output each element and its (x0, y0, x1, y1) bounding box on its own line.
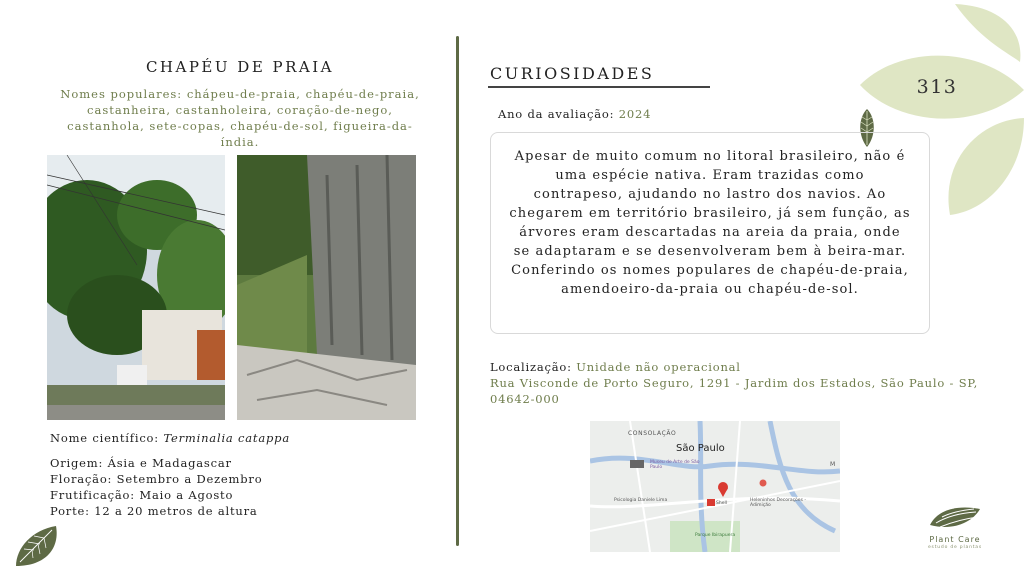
scientific-name (50, 431, 290, 445)
species-title: CHAPÉU DE PRAIA (145, 58, 335, 76)
fruiting: Frutificação: Maio a Agosto (50, 488, 234, 502)
leaf-icon-bottom (12, 522, 60, 570)
map-label-museum: Museu de Arte de São Paulo (650, 460, 700, 470)
map-district: CONSOLAÇÃO (628, 430, 677, 437)
popular-names-value: chápeu-de-praia, chapéu-de-praia, castanheira, castanholeira, coração-de-nego, castanhola, sete-copas, chapéu-de-sol, figueira-da-índia. (67, 87, 420, 149)
evaluation-year-label: Ano da avaliação: (498, 107, 615, 121)
popular-names (50, 86, 430, 150)
curiosities-title: CURIOSIDADES (490, 64, 655, 83)
trunk-photo (237, 155, 416, 420)
location-line (490, 359, 980, 375)
location (490, 359, 980, 407)
title-underline (488, 86, 710, 88)
brand-name: Plant Care (929, 535, 981, 544)
map-label-store: Heleninhos Decorações - Adimição (750, 498, 806, 508)
map-city: São Paulo (676, 443, 725, 454)
map-label-psico: Psicologia Daniele Lima (614, 498, 668, 503)
scientific-name-value: Terminalia catappa (163, 431, 290, 445)
curiosity-box: Apesar de muito comum no litoral brasileiro, não é uma espécie nativa. Eram trazidas como contrapeso, ajudando no lastro dos navios. Ao chegarem em território brasileiro, já sem função, as árvores eram descartadas na areia da praia, onde se adaptaram e se desenvolveram bem à beira-mar. Conferindo os nomes populares de chapéu-de-praia, amendoeiro-da-praia ou chapéu-de-sol. (490, 132, 930, 334)
origin: Origem: Ásia e Madagascar (50, 456, 232, 470)
evaluation-year-value: 2024 (618, 107, 652, 121)
location-value: Unidade não operacional (576, 360, 741, 374)
map-label-park: Parque Ibirapuera (695, 533, 736, 538)
evaluation-year (498, 107, 651, 121)
size: Porte: 12 a 20 metros de altura (50, 504, 258, 518)
brand-logo-icon (928, 503, 982, 533)
location-map[interactable] (590, 421, 840, 552)
location-label: Localização: (490, 360, 572, 374)
flowering: Floração: Setembro a Dezembro (50, 472, 263, 486)
page-number: 313 (916, 76, 958, 98)
brand-tagline: estudo de plantas (927, 545, 982, 550)
map-label-shell: Shell (716, 501, 727, 506)
popular-names-label: Nomes populares: (60, 87, 183, 101)
column-divider (456, 36, 459, 546)
tree-photo (47, 155, 225, 420)
address: Rua Visconde de Porto Seguro, 1291 - Jardim dos Estados, São Paulo - SP, 04642-000 (490, 376, 979, 406)
map-label-m: M (830, 461, 836, 468)
scientific-name-label: Nome científico: (50, 431, 159, 445)
